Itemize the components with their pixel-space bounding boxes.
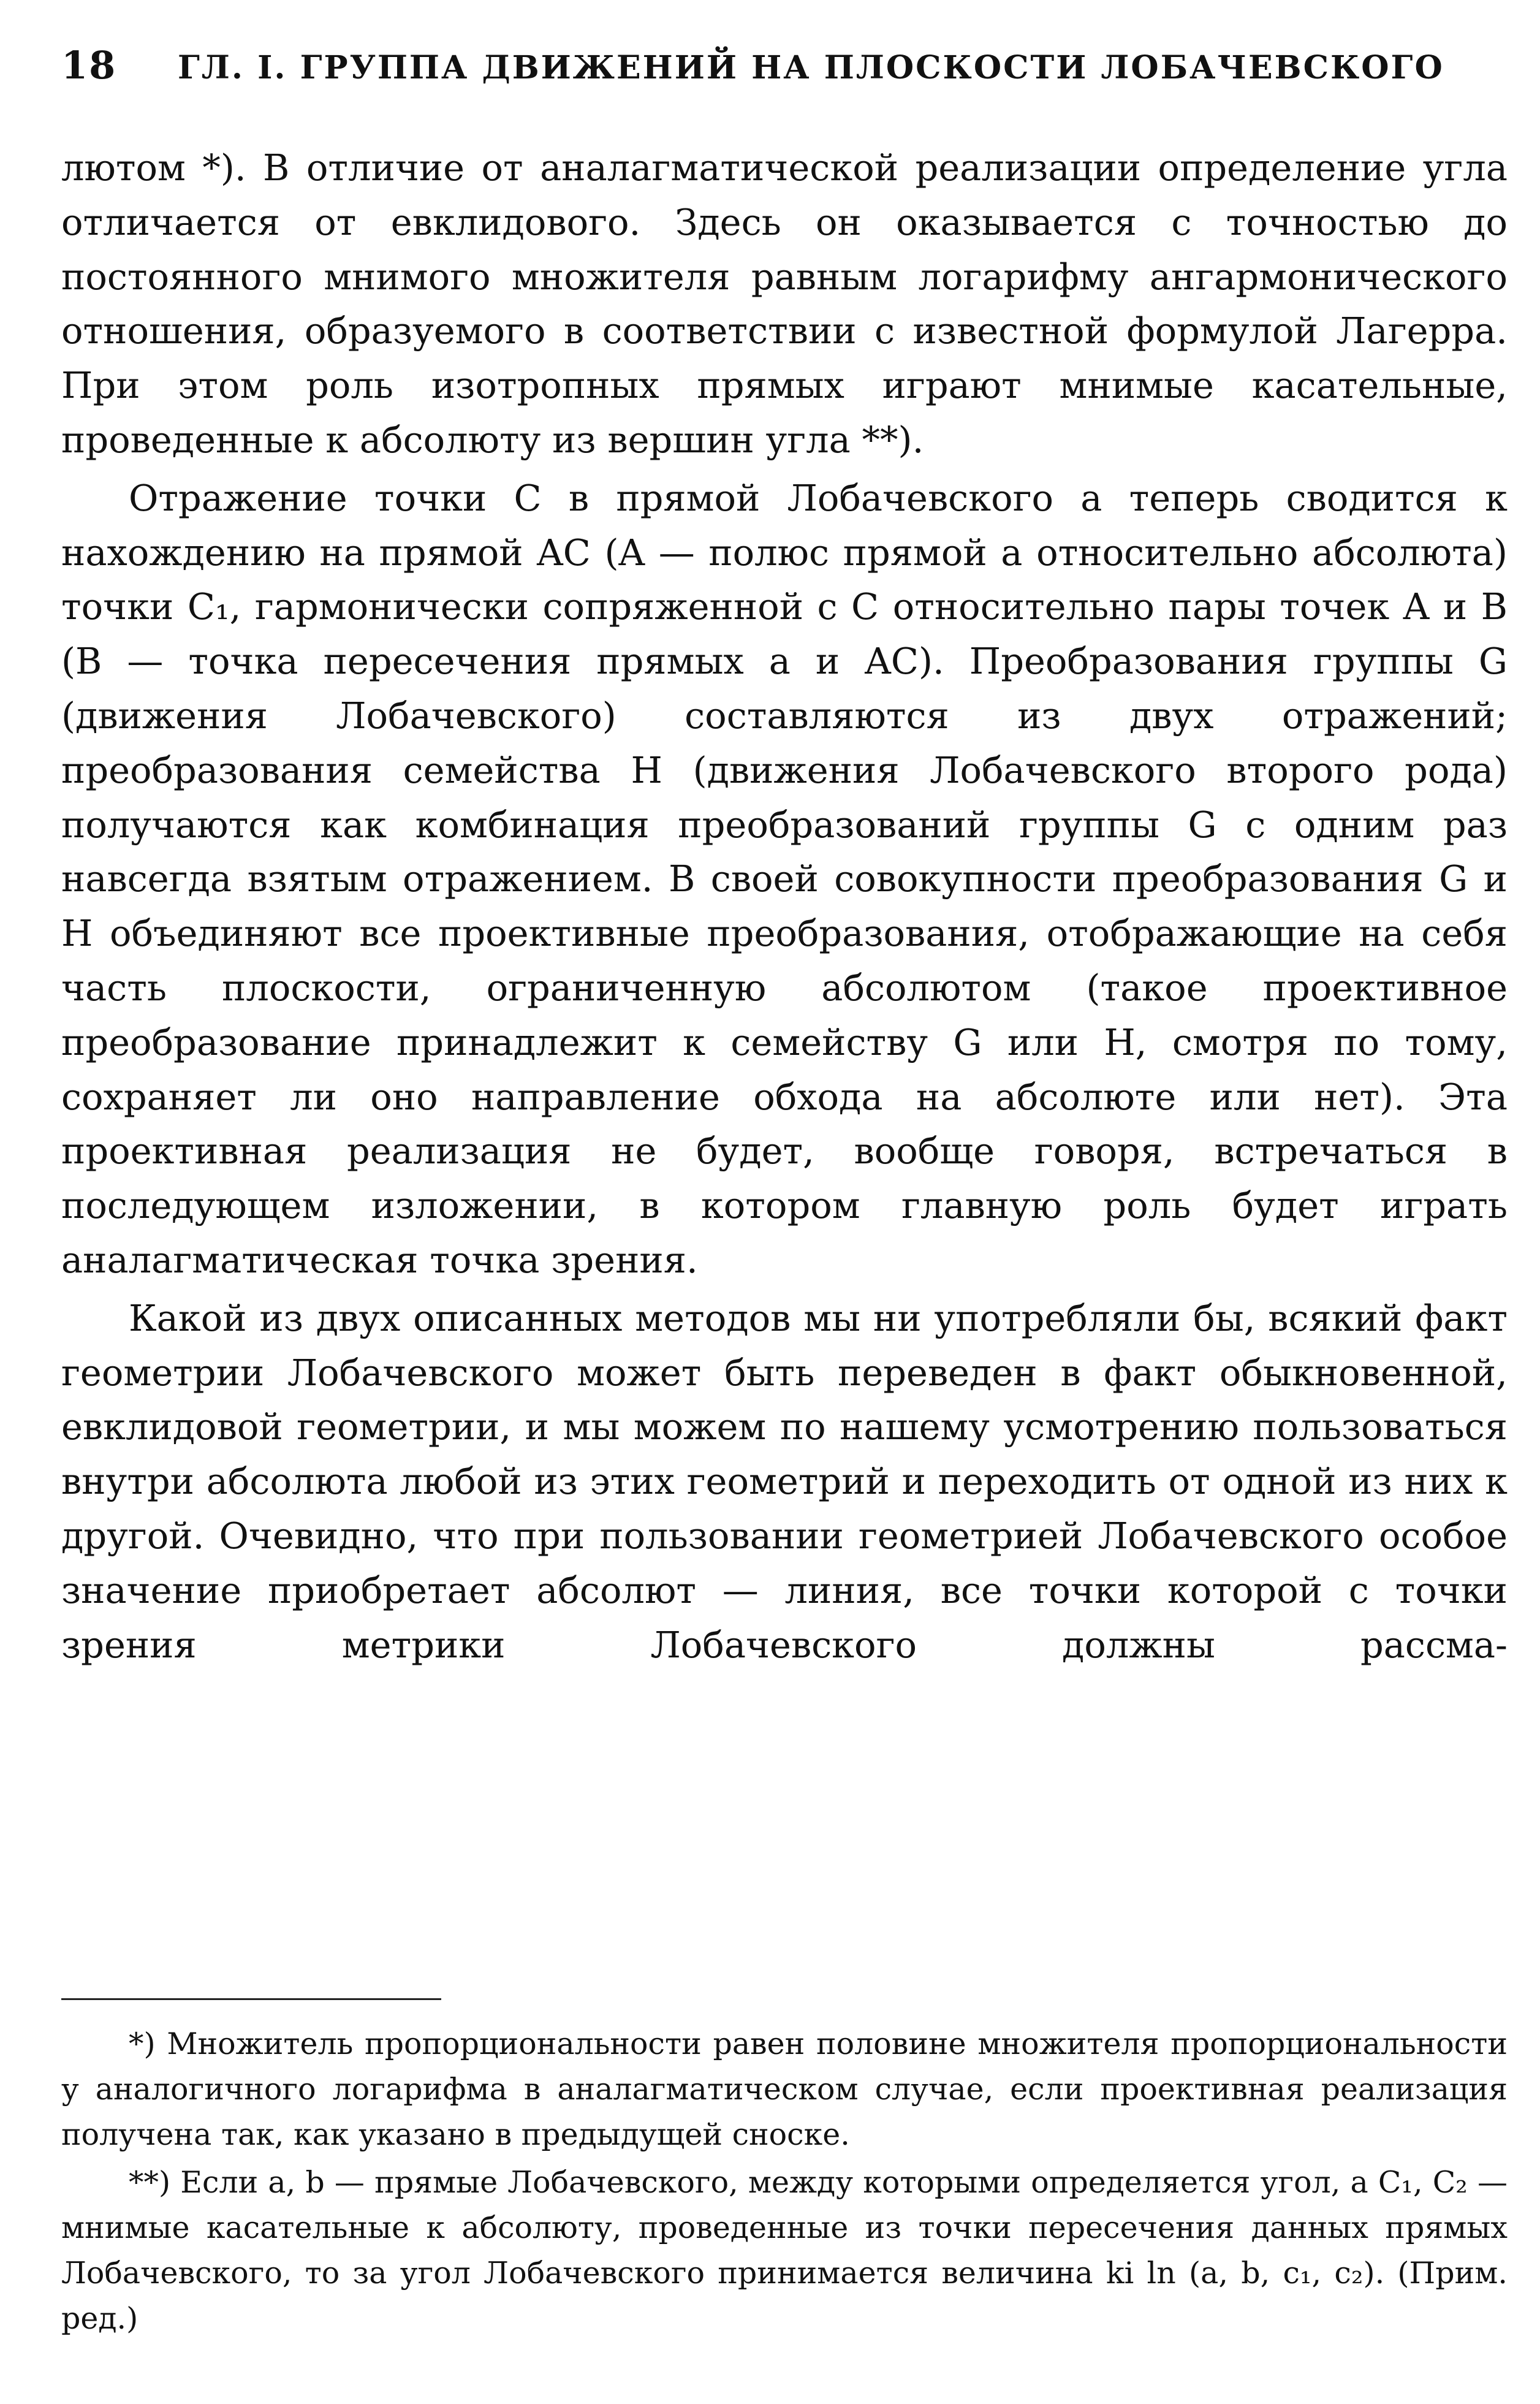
paragraph-2: Отражение точки C в прямой Лобачевского a теперь сводится к нахождению на прямой AC (A — полюс прямой a относительно абсолюта) точки C₁, гармонически сопряженной с C относительно пары точек A и B (B — точка пересечения прямых a и AC). Преобразования группы G (движения Лобачевского) составляются из двух отражений; преобразования семейства H (движения Лобачевского второго рода) получаются как комбинация преобразований группы G с одним раз навсегда взятым отражением. В своей совокупности преобразования G и H объединяют все проективные преобразования, отображающие на себя часть плоскости, ограниченную абсолютом (такое проективное преобразование принадлежит к семейству G или H, смотря по тому, сохраняет ли оно направление обхода на абсолюте или нет). Эта проективная реализация не будет, вообще говоря, встречаться в последующем изложении, в котором главную роль будет играть аналагматическая точка зрения. [61,476,1508,1281]
page-header [61,43,1508,110]
footnote-separator [61,1998,441,2000]
footnotes [61,2022,1508,2341]
main-text [61,141,1508,1672]
footnote-2: **) Если a, b — прямые Лобачевского, между которыми определяется угол, а C₁, C₂ — мнимые касательные к абсолюту, проведенные из точки пересечения данных прямых Лобачевского, то за угол Лобачевского принимается величина ki ln (a, b, c₁, c₂). (Прим. ред.) [61,2165,1508,2336]
footnote-1: *) Множитель пропорциональности равен половине множителя пропорциональности у аналогичного логарифма в аналагматическом случае, если проективная реализация получена так, как указано в предыдущей сноске. [61,2026,1508,2152]
book-page [61,43,1508,2372]
paragraph-3: Какой из двух описанных методов мы ни употребляли бы, всякий факт геометрии Лобачевского может быть переведен в факт обыкновенной, евклидовой геометрии, и мы можем по нашему усмотрению пользоваться внутри абсолюта любой из этих геометрий и переходить от одной из них к другой. Очевидно, что при пользовании геометрией Лобачевского особое значение приобретает абсолют — линия, все точки которой с точки зрения метрики Лобачевского должны рассма- [61,1296,1508,1666]
paragraph-1: лютом *). В отличие от аналагматической реализации определение угла отличается от евклидового. Здесь он оказывается с точностью до постоянного мнимого множителя равным логарифму ангармонического отношения, образуемого в соответствии с известной формулой Лагерра. При этом роль изотропных прямых играют мнимые касательные, проведенные к абсолюту из вершин угла **). [61,146,1508,461]
running-title: ГЛ. I. ГРУППА ДВИЖЕНИЙ НА ПЛОСКОСТИ ЛОБАЧЕВСКОГО [178,49,1444,86]
page-number: 18 [61,43,117,88]
